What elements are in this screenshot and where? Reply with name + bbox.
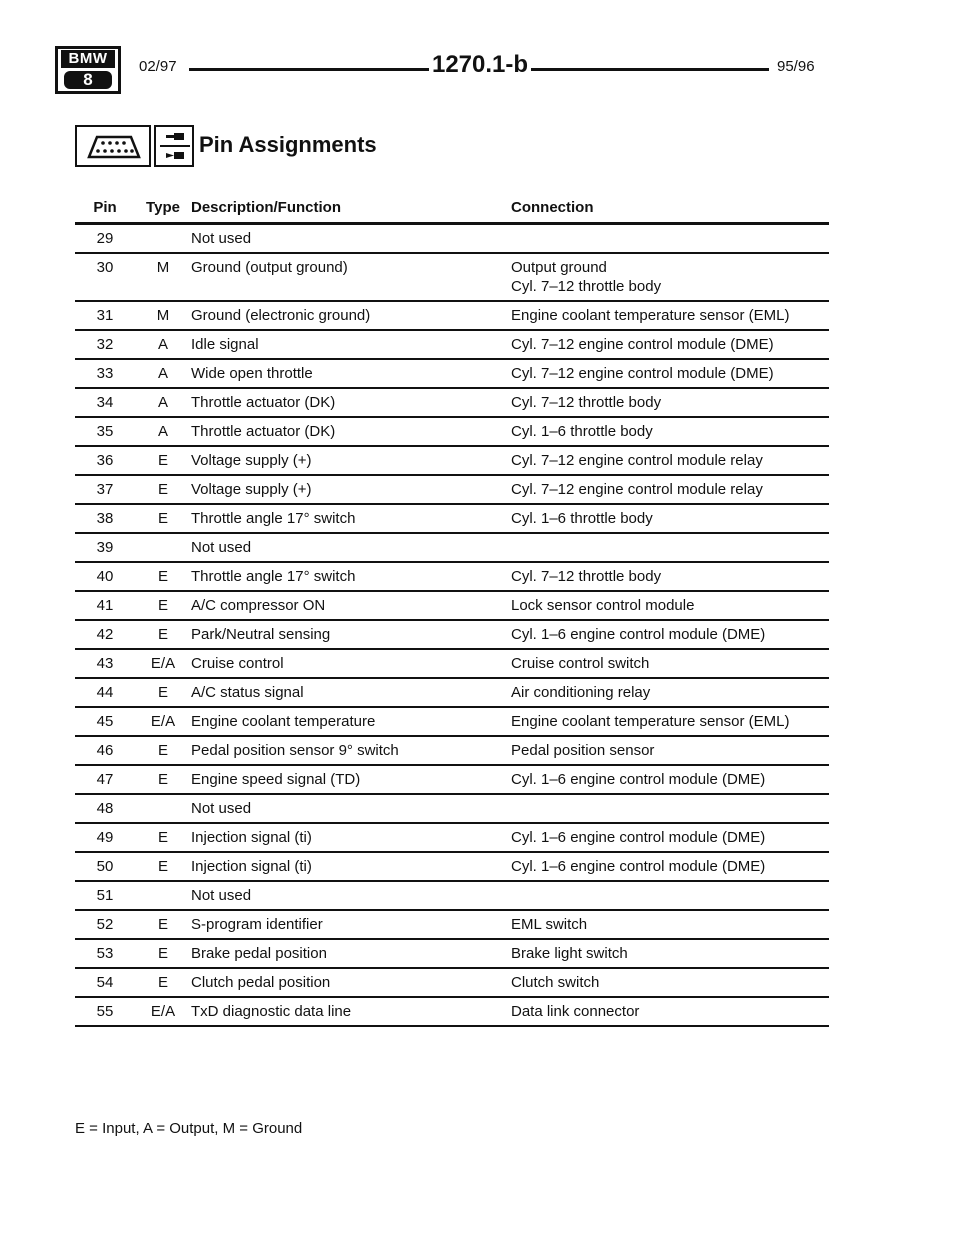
type-cell: E (135, 591, 191, 620)
pin-cell: 42 (75, 620, 135, 649)
type-cell: M (135, 253, 191, 301)
connection-cell (511, 910, 829, 939)
pin-cell: 55 (75, 997, 135, 1026)
connection-cell (511, 253, 829, 301)
type-cell: E (135, 939, 191, 968)
pin-cell: 33 (75, 359, 135, 388)
pin-cell: 53 (75, 939, 135, 968)
connection-cell (511, 533, 829, 562)
table-row (75, 620, 829, 649)
connection-line: Engine coolant temperature sensor (EML) (511, 307, 790, 324)
table-row (75, 417, 829, 446)
connection-line: Cyl. 7–12 engine control module (DME) (511, 365, 774, 382)
type-cell: A (135, 359, 191, 388)
connection-line: Lock sensor control module (511, 597, 695, 614)
table-row (75, 446, 829, 475)
description-cell: Park/Neutral sensing (191, 620, 511, 649)
connection-cell (511, 852, 829, 881)
bmw-logo-text: BMW (61, 50, 115, 68)
connection-cell (511, 707, 829, 736)
description-cell: Voltage supply (+) (191, 475, 511, 504)
type-cell: E (135, 968, 191, 997)
description-cell: Engine coolant temperature (191, 707, 511, 736)
pin-cell: 48 (75, 794, 135, 823)
table-row (75, 301, 829, 330)
table-row (75, 881, 829, 910)
description-cell: Throttle actuator (DK) (191, 417, 511, 446)
type-cell: E/A (135, 997, 191, 1026)
pin-cell: 41 (75, 591, 135, 620)
pin-cell: 49 (75, 823, 135, 852)
connection-cell (511, 417, 829, 446)
description-cell: Pedal position sensor 9° switch (191, 736, 511, 765)
connection-line: Air conditioning relay (511, 684, 651, 701)
description-cell: Throttle actuator (DK) (191, 388, 511, 417)
pin-cell: 40 (75, 562, 135, 591)
type-cell: E (135, 475, 191, 504)
table-row (75, 359, 829, 388)
description-cell: Injection signal (ti) (191, 852, 511, 881)
connection-line: Cyl. 7–12 engine control module relay (511, 481, 763, 498)
connection-cell (511, 649, 829, 678)
header-date-code: 02/97 (139, 58, 177, 75)
pin-cell: 46 (75, 736, 135, 765)
description-cell: Throttle angle 17° switch (191, 504, 511, 533)
table-row (75, 736, 829, 765)
table-row (75, 224, 829, 254)
header-section-code: 1270.1-b (431, 51, 529, 78)
table-row (75, 707, 829, 736)
pin-cell: 30 (75, 253, 135, 301)
description-cell: Voltage supply (+) (191, 446, 511, 475)
type-cell: E/A (135, 649, 191, 678)
ecu-icon (75, 125, 151, 167)
pin-assignment-table (75, 194, 829, 1027)
type-cell: E (135, 910, 191, 939)
header-model-years: 95/96 (777, 58, 815, 75)
connector-plug-icon (154, 125, 194, 167)
table-row (75, 968, 829, 997)
connection-line: Cruise control switch (511, 655, 650, 672)
table-row (75, 253, 829, 301)
type-cell: E (135, 620, 191, 649)
connection-cell (511, 678, 829, 707)
description-cell: Brake pedal position (191, 939, 511, 968)
page-header (55, 46, 830, 96)
connection-line: Cyl. 7–12 throttle body (511, 394, 662, 411)
description-cell: Wide open throttle (191, 359, 511, 388)
connection-cell (511, 591, 829, 620)
connection-cell (511, 939, 829, 968)
description-cell: A/C compressor ON (191, 591, 511, 620)
pin-cell: 52 (75, 910, 135, 939)
pin-cell: 51 (75, 881, 135, 910)
connection-cell (511, 562, 829, 591)
description-cell: Not used (191, 224, 511, 254)
connection-line: Cyl. 7–12 engine control module relay (511, 452, 763, 469)
type-cell (135, 533, 191, 562)
pin-cell: 32 (75, 330, 135, 359)
pin-cell: 29 (75, 224, 135, 254)
pin-cell: 39 (75, 533, 135, 562)
table-header-row (75, 194, 829, 224)
type-cell: E (135, 562, 191, 591)
table-row (75, 939, 829, 968)
table-row (75, 591, 829, 620)
connection-cell (511, 736, 829, 765)
header-rule-left (189, 68, 429, 71)
description-cell: A/C status signal (191, 678, 511, 707)
column-header-description: Description/Function (191, 194, 511, 224)
description-cell: Ground (electronic ground) (191, 301, 511, 330)
type-cell: E (135, 823, 191, 852)
connection-cell (511, 224, 829, 254)
type-cell: M (135, 301, 191, 330)
pin-cell: 38 (75, 504, 135, 533)
pin-cell: 45 (75, 707, 135, 736)
description-cell: Throttle angle 17° switch (191, 562, 511, 591)
table-row (75, 910, 829, 939)
description-cell: Not used (191, 881, 511, 910)
connection-cell (511, 765, 829, 794)
description-cell: Not used (191, 794, 511, 823)
connection-cell (511, 359, 829, 388)
connection-line: Cyl. 1–6 throttle body (511, 510, 653, 527)
table-row (75, 823, 829, 852)
connection-line: Cyl. 1–6 engine control module (DME) (511, 771, 766, 788)
table-row (75, 997, 829, 1026)
table-row (75, 649, 829, 678)
connection-cell (511, 388, 829, 417)
description-cell: TxD diagnostic data line (191, 997, 511, 1026)
connection-cell (511, 997, 829, 1026)
table-row (75, 678, 829, 707)
column-header-pin: Pin (75, 194, 135, 224)
connection-cell (511, 794, 829, 823)
connection-line: Cyl. 7–12 throttle body (511, 568, 662, 585)
table-row (75, 330, 829, 359)
connection-cell (511, 475, 829, 504)
type-cell: E (135, 504, 191, 533)
type-cell (135, 881, 191, 910)
type-cell: E (135, 446, 191, 475)
pin-cell: 47 (75, 765, 135, 794)
pin-cell: 50 (75, 852, 135, 881)
type-cell: A (135, 330, 191, 359)
description-cell: Not used (191, 533, 511, 562)
table-row (75, 852, 829, 881)
type-cell: A (135, 417, 191, 446)
connection-cell (511, 446, 829, 475)
description-cell: Cruise control (191, 649, 511, 678)
type-cell: E (135, 852, 191, 881)
connection-cell (511, 881, 829, 910)
table-row (75, 388, 829, 417)
description-cell: Injection signal (ti) (191, 823, 511, 852)
bmw-logo-series: 8 (64, 71, 112, 89)
header-rule-right (531, 68, 769, 71)
type-cell: E (135, 678, 191, 707)
description-cell: Clutch pedal position (191, 968, 511, 997)
type-cell (135, 224, 191, 254)
connection-line: Cyl. 1–6 engine control module (DME) (511, 858, 766, 875)
pin-cell: 44 (75, 678, 135, 707)
connection-line: Cyl. 1–6 engine control module (DME) (511, 626, 766, 643)
pin-cell: 37 (75, 475, 135, 504)
description-cell: Engine speed signal (TD) (191, 765, 511, 794)
table-body (75, 224, 829, 1027)
connection-line: EML switch (511, 916, 588, 933)
table-row (75, 533, 829, 562)
connection-line: Cyl. 7–12 engine control module (DME) (511, 336, 774, 353)
type-legend: E = Input, A = Output, M = Ground (75, 1120, 303, 1137)
pin-cell: 35 (75, 417, 135, 446)
column-header-type: Type (135, 194, 191, 224)
table-row (75, 562, 829, 591)
connection-line: Data link connector (511, 1003, 640, 1020)
connection-line: Engine coolant temperature sensor (EML) (511, 713, 790, 730)
pin-cell: 34 (75, 388, 135, 417)
page-title: Pin Assignments (199, 132, 377, 157)
pin-cell: 31 (75, 301, 135, 330)
table-row (75, 765, 829, 794)
connection-cell (511, 620, 829, 649)
description-cell: S-program identifier (191, 910, 511, 939)
type-cell: A (135, 388, 191, 417)
connection-cell (511, 968, 829, 997)
connection-cell (511, 504, 829, 533)
pin-cell: 54 (75, 968, 135, 997)
type-cell: E/A (135, 707, 191, 736)
connection-line: Clutch switch (511, 974, 600, 991)
connection-cell (511, 330, 829, 359)
type-cell: E (135, 765, 191, 794)
description-cell: Idle signal (191, 330, 511, 359)
table-row (75, 794, 829, 823)
pin-cell: 43 (75, 649, 135, 678)
column-header-connection: Connection (511, 194, 829, 224)
connection-line: Cyl. 7–12 throttle body (511, 278, 662, 295)
table-row (75, 504, 829, 533)
connection-cell (511, 823, 829, 852)
connection-cell (511, 301, 829, 330)
connection-line: Cyl. 1–6 throttle body (511, 423, 653, 440)
type-cell (135, 794, 191, 823)
connection-line: Output ground (511, 259, 607, 276)
type-cell: E (135, 736, 191, 765)
connection-line: Brake light switch (511, 945, 628, 962)
bmw-logo (55, 46, 121, 94)
connection-line: Pedal position sensor (511, 742, 655, 759)
table-row (75, 475, 829, 504)
connection-line: Cyl. 1–6 engine control module (DME) (511, 829, 766, 846)
description-cell: Ground (output ground) (191, 253, 511, 301)
pin-cell: 36 (75, 446, 135, 475)
